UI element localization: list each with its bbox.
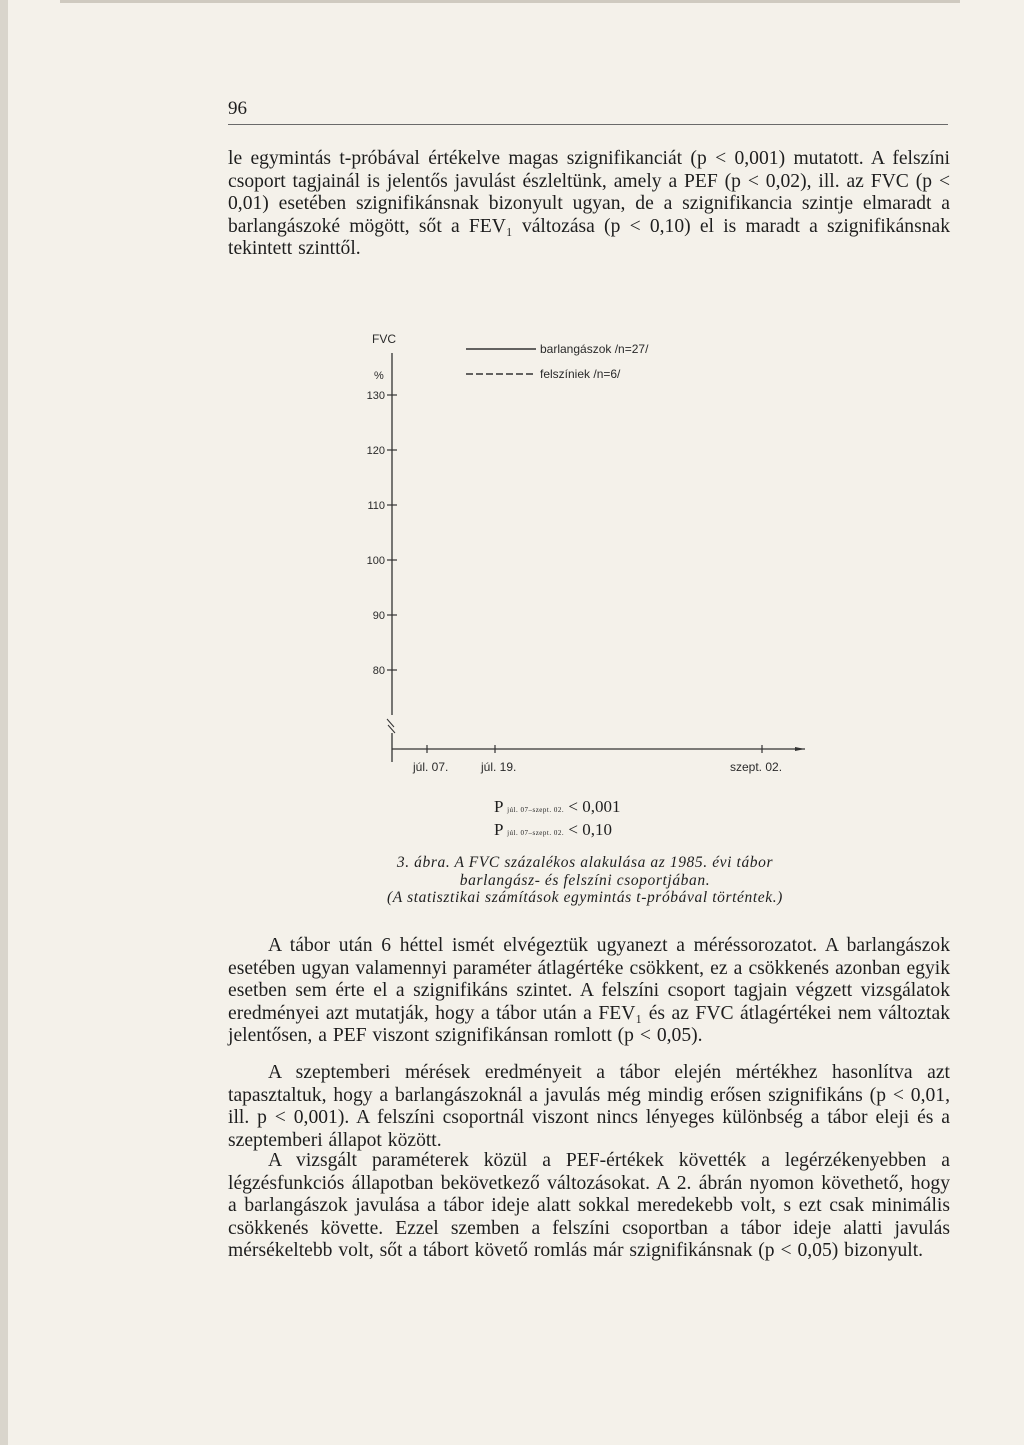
p-subscript-2: júl. 07–szept. 02. bbox=[507, 829, 565, 837]
page-number: 96 bbox=[228, 98, 247, 119]
x-tick-label: júl. 19. bbox=[481, 760, 517, 774]
y-tick-label: 80 bbox=[372, 665, 385, 677]
x-tick-label: szept. 02. bbox=[730, 760, 783, 774]
caption-line-3: (A statisztikai számítások egymintás t-próbával történtek.) bbox=[387, 889, 783, 906]
p-operator-2: < bbox=[568, 820, 578, 839]
fvc-chart bbox=[350, 325, 820, 775]
caption-line-2: barlangász- és felszíni csoportjában. bbox=[459, 871, 711, 889]
p-value-line-1 bbox=[494, 797, 620, 820]
legend-label-barlangaszok: barlangászok /n=27/ bbox=[540, 342, 649, 356]
caption-title: A FVC százalékos alakulása az 1985. évi tábor bbox=[454, 854, 774, 871]
caption-line-1 bbox=[285, 854, 885, 872]
x-tick-label: júl. 07. bbox=[413, 760, 449, 774]
p-operator-1: < bbox=[568, 797, 578, 816]
header-rule bbox=[228, 124, 948, 125]
p-values bbox=[494, 797, 620, 843]
legend bbox=[466, 342, 649, 381]
figure-caption bbox=[285, 854, 885, 907]
paragraph-4: A vizsgált paraméterek közül a PEF-értékek követték a legérzékenyebben a légzésfunkciós állapotban bekövetkező változásokat. A 2. ábrán nyomon követhető, hogy a barlangászok javulása a tábor ideje alatt sokkal meredekebb volt, s ezt csak minimális csökkenés követte. Ezzel szemben a felszíni csoportban a tábor ideje alatti javulás mérsékeltebb volt, sőt a tábort követő romlás már szignifikánsnak (p < 0,05) bizonyult. bbox=[228, 1150, 950, 1262]
scan-edge bbox=[0, 0, 8, 1445]
y-tick-label: 110 bbox=[367, 500, 385, 512]
p-symbol-2: P bbox=[494, 820, 503, 839]
scan-top-edge bbox=[60, 0, 960, 3]
paragraph-2: A tábor után 6 héttel ismét elvégeztük ugyanezt a méréssorozatot. A barlangászok esetében ugyan valamennyi paraméter átlagértéke csökkent, ez a csökkenés azonban egyik esetben sem érte el a szignifikáns szintet. A felszíni csoport tagjain végzett vizsgálatok eredményei azt mutatják, hogy a tábor után a FEV₁ és az FVC átlagértékei nem változtak jelentősen, a PEF viszont szignifikánsan romlott (p < 0,05). bbox=[228, 935, 950, 1047]
y-tick-label: 130 bbox=[366, 390, 385, 402]
x-axis-arrow bbox=[795, 747, 805, 751]
caption-label: 3. ábra. bbox=[396, 854, 451, 871]
p-value-1: 0,001 bbox=[582, 797, 621, 816]
fvc-chart-svg bbox=[350, 325, 820, 775]
p-value-2: 0,10 bbox=[582, 820, 612, 839]
legend-label-felsziniek: felszíniek /n=6/ bbox=[540, 367, 621, 381]
paragraph-1: le egymintás t-próbával értékelve magas szignifikanciát (p < 0,001) mutatott. A felszíni csoport tagjainál is jelentős javulást észleltünk, amely a PEF (p < 0,02), ill. az FVC (p < 0,01) esetében szignifikánsnak bizonyult ugyan, de a szignifikancia szintje elmaradt a barlangászoké mögött, sőt a FEV₁ változása (p < 0,10) el is maradt a szignifikánsnak tekintett szinttől. bbox=[228, 148, 950, 260]
y-tick-label: 100 bbox=[366, 555, 385, 567]
p-subscript-1: júl. 07–szept. 02. bbox=[507, 806, 565, 814]
p-value-line-2 bbox=[494, 820, 620, 843]
y-axis-unit: % bbox=[374, 370, 384, 382]
y-axis-label: FVC bbox=[372, 332, 396, 346]
p-symbol-1: P bbox=[494, 797, 503, 816]
paragraph-3: A szeptemberi mérések eredményeit a tábor elején mértékhez hasonlítva azt tapasztaltuk, hogy a barlangászoknál a javulás még mindig erősen szignifikáns (p < 0,01, ill. p < 0,001). A felszíni csoportnál viszont nincs lényeges különbség a tábor eleji és a szeptemberi állapot között. bbox=[228, 1062, 950, 1151]
y-tick-label: 90 bbox=[372, 610, 385, 622]
y-tick-label: 120 bbox=[366, 445, 385, 457]
